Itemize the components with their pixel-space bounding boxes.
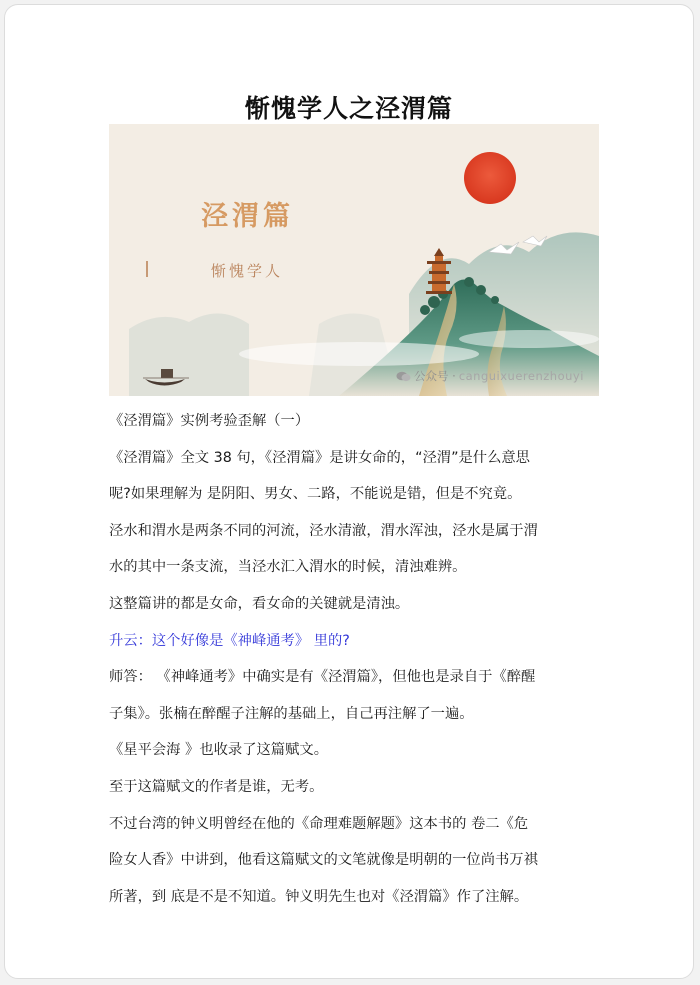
paragraph: 至于这篇赋文的作者是谁，无考。	[109, 778, 324, 795]
article-title: 惭愧学人之泾渭篇	[244, 94, 453, 123]
wechat-icon	[396, 371, 411, 382]
paragraph: 《星平会海 》也收录了这篇赋文。	[109, 742, 328, 759]
article-card	[4, 4, 694, 979]
paragraph: 所著，到 底是不是不知道。钟义明先生也对《泾渭篇》作了注解。	[109, 888, 529, 905]
banner-divider	[146, 261, 148, 277]
paragraph: 泾水和渭水是两条不同的河流，泾水清澈，渭水浑浊，泾水是属于渭	[109, 522, 538, 539]
landscape-illustration	[109, 124, 599, 396]
watermark-account-id: canguixuerenzhouyi	[458, 369, 584, 383]
paragraph: 险女人香》中讲到，他看这篇赋文的文笔就像是明朝的一位尚书万祺	[109, 852, 538, 869]
paragraph: 子集》。张楠在醉醒子注解的基础上，自己再注解了一遍。	[109, 705, 474, 722]
cover-image	[109, 124, 599, 396]
watermark-label: 公众号 ·	[414, 369, 456, 383]
sun-icon	[464, 152, 516, 204]
paragraph: 《泾渭篇》全文 38 句，《泾渭篇》是讲女命的，“泾渭”是什么意思	[109, 449, 530, 466]
banner-subtitle: 惭愧学人	[211, 262, 284, 280]
paragraph: 师答： 《神峰通考》中确实是有《泾渭篇》，但他也是录自于《醉醒	[109, 669, 536, 686]
article-body	[109, 403, 609, 915]
paragraph: 呢?如果理解为 是阴阳、男女、二路，不能说是错，但是不究竟。	[109, 486, 522, 503]
watermark	[396, 368, 584, 384]
paragraph: 水的其中一条支流，当泾水汇入渭水的时候，清浊难辨。	[109, 559, 467, 576]
paragraph: 这整篇讲的都是女命，看女命的关键就是清浊。	[109, 595, 410, 612]
question-paragraph: 升云：这个好像是《神峰通考》 里的?	[109, 632, 350, 649]
paragraph: 不过台湾的钟义明曾经在他的《命理难题解题》这本书的 卷二《危	[109, 815, 529, 832]
banner-title: 泾渭篇	[201, 201, 294, 232]
paragraph: 《泾渭篇》实例考验歪解（一）	[109, 413, 310, 429]
